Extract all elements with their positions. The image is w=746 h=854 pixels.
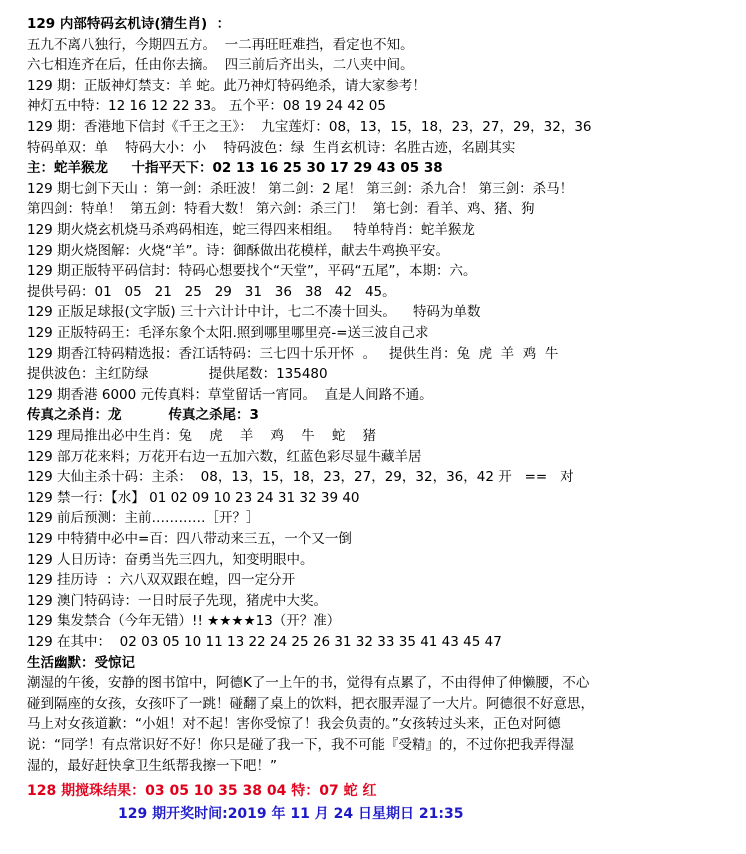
draw-result: 128 期搅珠结果：03 05 10 35 38 04 特：07 蛇 红 (27, 783, 377, 800)
line: 特码单双：单 特码大小：小 特码波色：绿 生肖玄机诗：名胜古迹，名剧其实 (27, 139, 516, 156)
line: 129 澳门特码诗：一日时辰子先现，猪虎中大奖。 (27, 592, 328, 609)
line: 129 正版特码王：毛泽东象个太阳.照到哪里哪里亮-=送三波自己求 (27, 325, 429, 341)
humor-paragraph-line: 湿的，最好赶快拿卫生纸帮我擦一下吧！” (27, 757, 277, 774)
line: 129 部万花来料；万花开右边一五加六数，红蓝色彩尽显牛藏羊居 (27, 448, 422, 465)
line: 传真之杀肖：龙 传真之杀尾：3 (27, 407, 259, 424)
humor-title: 生活幽默：受惊记 (27, 654, 135, 671)
humor-paragraph-line: 潮湿的午後，安静的图书馆中，阿德K了一上午的书，觉得有点累了，不由得伸了伸懒腰，不心 (27, 675, 590, 692)
line: 129 期：正版神灯禁支：羊 蛇。此乃神灯特码绝杀，请大家参考！ (27, 77, 426, 94)
line: 129 期正版特平码信封：特码心想要找个“天堂”，平码“五尾”，本期：六。 (27, 263, 477, 280)
line: 129 期火烧图解：火烧“羊”。诗：御酥做出花模样，献去牛鸡换平安。 (27, 242, 450, 259)
line: 五九不离八独行，今期四五方。 一二再旺旺难挡，看定也不知。 (27, 36, 414, 53)
line: 129 集发禁合（今年无错）!! ★★★★13（开？准） (27, 613, 341, 630)
line: 129 大仙主杀十码：主杀： 08，13，15，18，23，27，29，32，36，42 开 == 对 (27, 469, 574, 486)
line: 129 中特猜中必中=百：四八带动来三五，一个又一倒 (27, 531, 352, 547)
line: 129 前后预测：主前…………［开？］ (27, 510, 260, 527)
humor-paragraph-line: 碰到隔座的女孩，女孩吓了一跳！碰翻了桌上的饮料，把衣服弄湿了一大片。阿德很不好意思， (27, 695, 594, 712)
line: 129 期香江特码精选报：香江话特码：三七四十乐开怀 。 提供生肖：兔 虎 羊 鸡 牛 (27, 345, 559, 362)
line: 129 期七剑下天山 ：第一剑：杀旺波！ 第二剑：2 尾！ 第三剑：杀九合！ 第三剑：杀马！ (27, 180, 574, 197)
line: 129 在其中： 02 03 05 10 11 13 22 24 25 26 31 32 33 35 41 43 45 47 (27, 634, 502, 650)
draw-time: 129 期开奖时间:2019 年 11 月 24 日星期日 21:35 (118, 805, 464, 822)
line: 六七相连齐在后，任由你去摘。 四三前后齐出头，二八夹中间。 (27, 57, 414, 74)
line: 提供波色：主红防绿 提供尾数：135480 (27, 366, 328, 383)
line: 第四剑：特单！ 第五剑：特看大数！ 第六剑：杀三门！ 第七剑：看羊、鸡、猪、狗 (27, 201, 535, 218)
humor-paragraph-line: 马上对女孩道歉：“小姐！对不起！害你受惊了！我会负责的。”女孩转过头来，正色对阿德 (27, 716, 561, 733)
humor-paragraph-line: 说：“同学！有点常识好不好！你只是碰了我一下，我不可能『受精』的，不过你把我弄得湿 (27, 737, 574, 753)
line: 神灯五中特：12 16 12 22 33。 五个平：08 19 24 42 05 (27, 98, 386, 115)
line: 129 人日历诗：奋勇当先三四九，知变明眼中。 (27, 551, 314, 568)
line: 129 理局推出必中生肖：兔 虎 羊 鸡 牛 蛇 猪 (27, 428, 377, 444)
line: 129 禁一行：【水】 01 02 09 10 23 24 31 32 39 40 (27, 489, 360, 506)
line: 提供号码：01 05 21 25 29 31 36 38 42 45。 (27, 283, 396, 300)
line: 129 期香港 6000 元传真料：草堂留话一宵同。 直是人间路不通。 (27, 386, 433, 403)
line-title: 129 内部特码玄机诗(猜生肖) ： (27, 16, 231, 32)
line: 129 正版足球报(文字版) 三十六计计中计，七二不凑十回头。 特码为单数 (27, 304, 481, 321)
line: 129 期：香港地下信封《千王之王》： 九宝莲灯：08，13，15，18，23，27，29，32，36 (27, 119, 592, 135)
line: 129 挂历诗 ：六八双双跟在蝗，四一定分开 (27, 572, 296, 589)
line: 主：蛇羊猴龙 十指平天下：02 13 16 25 30 17 29 43 05 38 (27, 160, 443, 177)
line: 129 期火烧玄机烧马杀鸡码相连，蛇三得四来相组。 特单特肖：蛇羊猴龙 (27, 222, 475, 238)
